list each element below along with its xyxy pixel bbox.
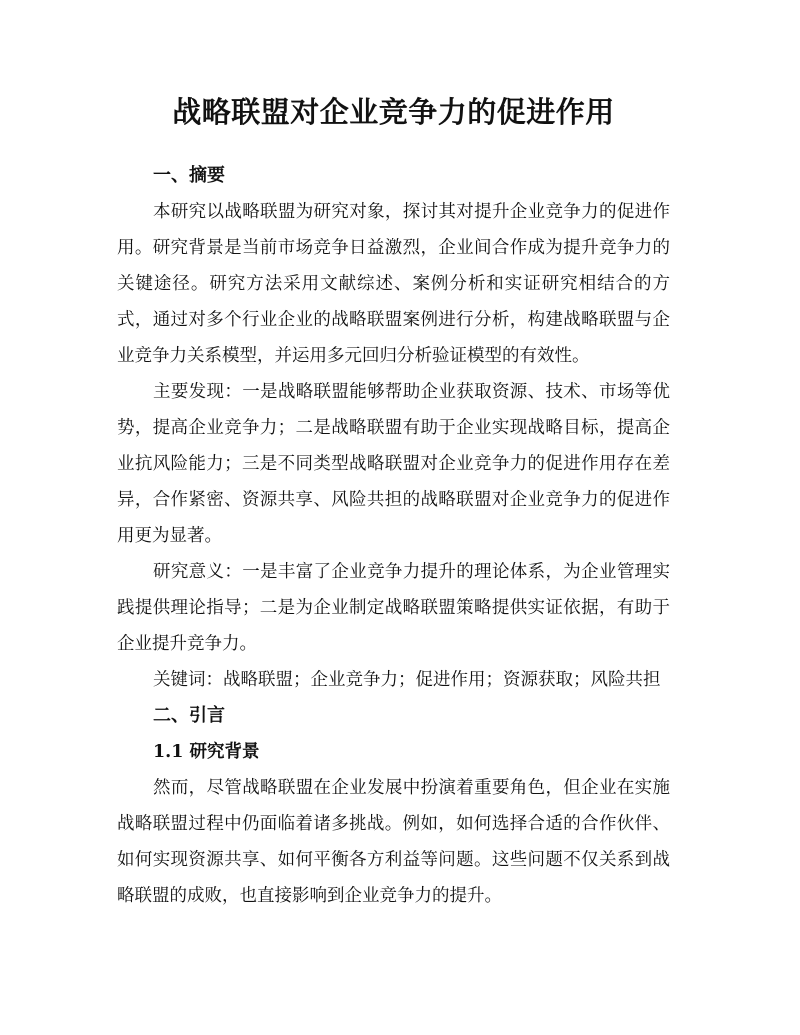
abstract-heading: 一、摘要 (153, 165, 225, 186)
document-title: 战略联盟对企业竞争力的促进作用 (172, 95, 615, 129)
abstract-paragraph-1: 本研究以战略联盟为研究对象，探讨其对提升企业竞争力的促进作用。研究背景是当前市场竞争日益激烈，企业间合作成为提升竞争力的关键途径。研究方法采用文献综述、案例分析和实证研究相结合的方式，通过对多个行业企业的战略联盟案例进行分析，构建战略联盟与企业竞争力关系模型，并运用多元回归分析验证模型的有效性。 (117, 202, 670, 366)
abstract-paragraph-2: 主要发现：一是战略联盟能够帮助企业获取资源、技术、市场等优势，提高企业竞争力；二是战略联盟有助于企业实现战略目标，提高企业抗风险能力；三是不同类型战略联盟对企业竞争力的促进作用存在差异，合作紧密、资源共享、风险共担的战略联盟对企业竞争力的促进作用更为显著。 (117, 382, 670, 546)
introduction-paragraph-1: 然而，尽管战略联盟在企业发展中扮演着重要角色，但企业在实施战略联盟过程中仍面临着诸多挑战。例如，如何选择合适的合作伙伴、如何实现资源共享、如何平衡各方利益等问题。这些问题不仅关系到战略联盟的成败，也直接影响到企业竞争力的提升。 (117, 778, 670, 906)
document-page (117, 92, 670, 914)
abstract-paragraph-3: 研究意义：一是丰富了企业竞争力提升的理论体系，为企业管理实践提供理论指导；二是为企业制定战略联盟策略提供实证依据，有助于企业提升竞争力。 (117, 562, 670, 654)
introduction-heading: 二、引言 (153, 705, 225, 726)
keywords-paragraph: 关键词：战略联盟；企业竞争力；促进作用；资源获取；风险共担 (153, 670, 661, 690)
background-subheading: 1.1 研究背景 (153, 742, 260, 762)
